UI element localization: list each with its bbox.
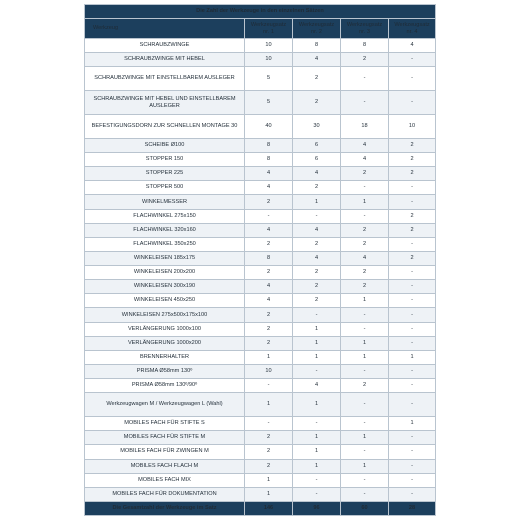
set-3-cell: 1	[341, 195, 389, 209]
set-3-cell: -	[341, 487, 389, 501]
set-4-cell: 4	[389, 39, 436, 53]
set-2-cell: 1	[293, 445, 341, 459]
set-4-cell: -	[389, 445, 436, 459]
column-header-set-1: Werkzeugsatz nr. 1	[245, 19, 293, 39]
tool-name-cell: MOBILES FACH FÜR STIFTE M	[85, 431, 245, 445]
tool-name-cell: SCHRAUBZWINGE MIT HEBEL UND EINSTELLBAREM AUSLEGER	[85, 91, 245, 115]
set-3-cell: 8	[341, 39, 389, 53]
tool-name-cell: PRISMA Ø58mm 130º	[85, 364, 245, 378]
totals-set-4: 28	[389, 502, 436, 516]
set-4-cell: 2	[389, 251, 436, 265]
set-4-cell: -	[389, 379, 436, 393]
set-1-cell: -	[245, 209, 293, 223]
set-2-cell: -	[293, 308, 341, 322]
set-1-cell: 1	[245, 487, 293, 501]
set-3-cell: 1	[341, 350, 389, 364]
set-1-cell: 2	[245, 431, 293, 445]
set-4-cell: -	[389, 308, 436, 322]
set-4-cell: 10	[389, 115, 436, 139]
totals-row	[85, 502, 436, 516]
set-4-cell: -	[389, 336, 436, 350]
tool-name-cell: STOPPER 225	[85, 167, 245, 181]
set-2-cell: 1	[293, 393, 341, 417]
table-row	[85, 195, 436, 209]
table-row	[85, 294, 436, 308]
tool-name-cell: MOBILES FACH MIX	[85, 473, 245, 487]
set-2-cell: 4	[293, 223, 341, 237]
set-1-cell: 4	[245, 294, 293, 308]
table-row	[85, 138, 436, 152]
set-3-cell: 2	[341, 167, 389, 181]
tool-name-cell: VERLÄNGERUNG 1000x200	[85, 336, 245, 350]
set-4-cell: -	[389, 487, 436, 501]
set-1-cell: 10	[245, 364, 293, 378]
set-2-cell: 1	[293, 322, 341, 336]
tool-name-cell: WINKELEISEN 200x200	[85, 266, 245, 280]
set-1-cell: 2	[245, 459, 293, 473]
column-header-set-2: Werkzeugsatz nr. 2	[293, 19, 341, 39]
set-2-cell: 2	[293, 280, 341, 294]
set-1-cell: 2	[245, 308, 293, 322]
set-3-cell: -	[341, 417, 389, 431]
set-4-cell: 2	[389, 223, 436, 237]
tool-name-cell: MOBILES FACH FÜR ZWINGEN M	[85, 445, 245, 459]
set-3-cell: 1	[341, 459, 389, 473]
table-row	[85, 459, 436, 473]
set-2-cell: 8	[293, 39, 341, 53]
set-1-cell: 1	[245, 473, 293, 487]
set-2-cell: -	[293, 417, 341, 431]
set-1-cell: 40	[245, 115, 293, 139]
set-1-cell: -	[245, 379, 293, 393]
set-4-cell: -	[389, 91, 436, 115]
set-1-cell: 2	[245, 195, 293, 209]
totals-set-1: 146	[245, 502, 293, 516]
set-1-cell: 4	[245, 280, 293, 294]
table-row	[85, 153, 436, 167]
set-4-cell: -	[389, 431, 436, 445]
tool-name-cell: FLACHWINKEL 275x150	[85, 209, 245, 223]
set-4-cell: -	[389, 294, 436, 308]
set-2-cell: 4	[293, 379, 341, 393]
set-3-cell: 1	[341, 294, 389, 308]
set-2-cell: -	[293, 487, 341, 501]
set-3-cell: 2	[341, 53, 389, 67]
set-2-cell: -	[293, 209, 341, 223]
tool-name-cell: WINKELEISEN 275x500x175x100	[85, 308, 245, 322]
set-3-cell: -	[341, 364, 389, 378]
set-1-cell: 1	[245, 350, 293, 364]
set-2-cell: 6	[293, 153, 341, 167]
set-3-cell: -	[341, 393, 389, 417]
set-2-cell: 1	[293, 350, 341, 364]
set-1-cell: 8	[245, 251, 293, 265]
set-1-cell: 8	[245, 138, 293, 152]
set-1-cell: 1	[245, 393, 293, 417]
set-2-cell: 4	[293, 167, 341, 181]
set-3-cell: 18	[341, 115, 389, 139]
table-row	[85, 181, 436, 195]
set-1-cell: 2	[245, 266, 293, 280]
set-1-cell: 10	[245, 39, 293, 53]
tool-name-cell: BRENNERHALTER	[85, 350, 245, 364]
set-4-cell: 1	[389, 417, 436, 431]
set-4-cell: -	[389, 393, 436, 417]
table-row	[85, 237, 436, 251]
set-2-cell: 2	[293, 181, 341, 195]
tool-name-cell: Werkzeugwagen M / Werkzeugwagen L (Wahl)	[85, 393, 245, 417]
column-header-set-3: Werkzeugsatz nr. 3	[341, 19, 389, 39]
set-3-cell: 1	[341, 336, 389, 350]
set-3-cell: 4	[341, 138, 389, 152]
set-1-cell: -	[245, 417, 293, 431]
table-row	[85, 209, 436, 223]
table-row	[85, 167, 436, 181]
totals-label: Die Gesamtzahl der Werkzeuge im Satz	[85, 502, 245, 516]
set-2-cell: 30	[293, 115, 341, 139]
set-3-cell: -	[341, 473, 389, 487]
table-row	[85, 223, 436, 237]
set-3-cell: 4	[341, 251, 389, 265]
table-caption-row	[85, 5, 436, 19]
tool-name-cell: WINKELEISEN 300x190	[85, 280, 245, 294]
table-row	[85, 67, 436, 91]
set-3-cell: -	[341, 181, 389, 195]
tool-name-cell: BEFESTIGUNGSDORN ZUR SCHNELLEN MONTAGE 30	[85, 115, 245, 139]
set-4-cell: -	[389, 473, 436, 487]
set-2-cell: 4	[293, 53, 341, 67]
table-row	[85, 266, 436, 280]
tool-name-cell: SCHRAUBZWINGE	[85, 39, 245, 53]
set-4-cell: -	[389, 181, 436, 195]
set-4-cell: -	[389, 459, 436, 473]
set-2-cell: 1	[293, 195, 341, 209]
table-row	[85, 431, 436, 445]
set-1-cell: 2	[245, 322, 293, 336]
table-row	[85, 350, 436, 364]
tool-name-cell: MOBILES FACH FÜR STIFTE S	[85, 417, 245, 431]
set-2-cell: 2	[293, 237, 341, 251]
set-4-cell: 2	[389, 209, 436, 223]
set-4-cell: -	[389, 322, 436, 336]
tool-name-cell: SCHEIBE Ø100	[85, 138, 245, 152]
set-4-cell: -	[389, 237, 436, 251]
set-4-cell: -	[389, 280, 436, 294]
set-2-cell: 2	[293, 294, 341, 308]
set-3-cell: 1	[341, 431, 389, 445]
set-3-cell: -	[341, 209, 389, 223]
table-row	[85, 322, 436, 336]
set-3-cell: -	[341, 445, 389, 459]
set-4-cell: -	[389, 195, 436, 209]
table-row	[85, 53, 436, 67]
set-1-cell: 5	[245, 67, 293, 91]
table-row	[85, 336, 436, 350]
set-3-cell: 2	[341, 223, 389, 237]
set-4-cell: 2	[389, 167, 436, 181]
table-row	[85, 487, 436, 501]
tool-name-cell: STOPPER 150	[85, 153, 245, 167]
set-2-cell: -	[293, 473, 341, 487]
set-1-cell: 2	[245, 237, 293, 251]
set-2-cell: 1	[293, 336, 341, 350]
set-4-cell: -	[389, 266, 436, 280]
set-2-cell: 2	[293, 91, 341, 115]
table-row	[85, 251, 436, 265]
set-1-cell: 4	[245, 167, 293, 181]
table-row	[85, 115, 436, 139]
set-1-cell: 10	[245, 53, 293, 67]
tool-name-cell: MOBILES FACH FLACH M	[85, 459, 245, 473]
tool-name-cell: PRISMA Ø58mm 130º/90º	[85, 379, 245, 393]
column-header-tool: Werkzeug	[85, 19, 245, 39]
set-2-cell: 2	[293, 266, 341, 280]
set-3-cell: -	[341, 91, 389, 115]
table-body	[85, 39, 436, 502]
set-4-cell: 2	[389, 153, 436, 167]
set-4-cell: -	[389, 67, 436, 91]
tool-name-cell: WINKELEISEN 450x250	[85, 294, 245, 308]
table-row	[85, 39, 436, 53]
table-row	[85, 417, 436, 431]
column-header-set-4: Werkzeugsatz nr. 4	[389, 19, 436, 39]
table-row	[85, 445, 436, 459]
set-3-cell: -	[341, 322, 389, 336]
set-1-cell: 5	[245, 91, 293, 115]
set-4-cell: -	[389, 53, 436, 67]
tool-name-cell: MOBILES FACH FÜR DOKUMENTATION	[85, 487, 245, 501]
tool-sets-table-container	[84, 4, 435, 516]
tool-name-cell: VERLÄNGERUNG 1000x100	[85, 322, 245, 336]
column-header-row	[85, 19, 436, 39]
table-row	[85, 379, 436, 393]
tool-name-cell: FLACHWINKEL 350x250	[85, 237, 245, 251]
table-row	[85, 308, 436, 322]
set-3-cell: 2	[341, 266, 389, 280]
set-1-cell: 2	[245, 445, 293, 459]
set-3-cell: -	[341, 308, 389, 322]
set-4-cell: -	[389, 364, 436, 378]
table-row	[85, 280, 436, 294]
tool-name-cell: SCHRAUBZWINGE MIT HEBEL	[85, 53, 245, 67]
tool-name-cell: FLACHWINKEL 320x160	[85, 223, 245, 237]
set-2-cell: 4	[293, 251, 341, 265]
set-1-cell: 4	[245, 181, 293, 195]
set-4-cell: 2	[389, 138, 436, 152]
set-3-cell: 2	[341, 237, 389, 251]
set-2-cell: 2	[293, 67, 341, 91]
table-row	[85, 473, 436, 487]
tool-name-cell: WINKELEISEN 185x175	[85, 251, 245, 265]
set-2-cell: 1	[293, 431, 341, 445]
set-4-cell: 1	[389, 350, 436, 364]
set-1-cell: 4	[245, 223, 293, 237]
set-3-cell: 2	[341, 280, 389, 294]
tool-name-cell: STOPPER 500	[85, 181, 245, 195]
tool-sets-table	[84, 4, 436, 516]
set-2-cell: -	[293, 364, 341, 378]
tool-name-cell: SCHRAUBZWINGE MIT EINSTELLBAREM AUSLEGER	[85, 67, 245, 91]
set-1-cell: 8	[245, 153, 293, 167]
table-row	[85, 364, 436, 378]
set-2-cell: 6	[293, 138, 341, 152]
set-3-cell: 2	[341, 379, 389, 393]
tool-name-cell: WINKELMESSER	[85, 195, 245, 209]
table-row	[85, 393, 436, 417]
set-2-cell: 1	[293, 459, 341, 473]
totals-set-2: 96	[293, 502, 341, 516]
set-3-cell: -	[341, 67, 389, 91]
set-3-cell: 4	[341, 153, 389, 167]
set-1-cell: 2	[245, 336, 293, 350]
table-title: Die Zahl der Werkzeuge in den einzelnen Sätzen	[85, 5, 436, 19]
totals-set-3: 60	[341, 502, 389, 516]
table-row	[85, 91, 436, 115]
